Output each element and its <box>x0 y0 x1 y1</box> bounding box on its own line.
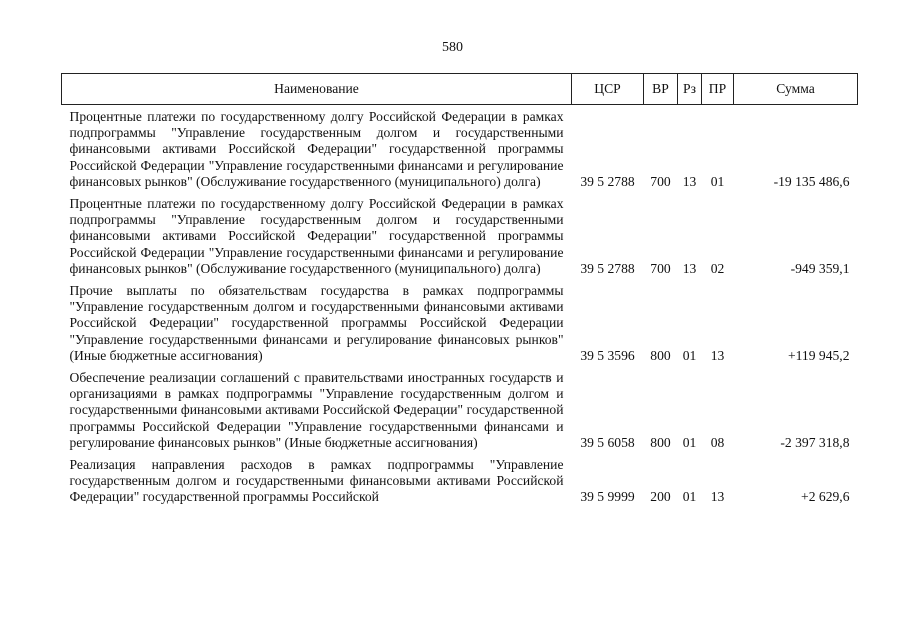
table-row <box>62 192 858 279</box>
row-csr: 39 5 3596 <box>580 347 635 363</box>
row-vr: 800 <box>650 434 671 450</box>
table-row <box>62 453 858 508</box>
header-vr: ВР <box>644 74 678 105</box>
row-vr: 700 <box>650 260 671 276</box>
row-pr: 13 <box>710 489 725 505</box>
row-csr: 39 5 9999 <box>580 489 635 505</box>
row-name: Процентные платежи по государственному долгу Российской Федерации в рамках подпрограммы "Управление государственным долгом и государственными финансовыми активами Российской Федерации" государственной программы Российской Федерации "Управление государственными финансами и регулирование финансовых рынков" (Обслуживание государственного (муниципального) долга) <box>69 109 564 189</box>
row-csr: 39 5 2788 <box>580 173 635 189</box>
row-vr: 200 <box>650 489 671 505</box>
row-sum: -949 359,1 <box>790 260 850 276</box>
row-name: Реализация направления расходов в рамках подпрограммы "Управление государственным долгом и государственными финансовыми активами Российской Федерации" государственной программы Российской <box>69 457 564 505</box>
row-name: Процентные платежи по государственному долгу Российской Федерации в рамках подпрограммы "Управление государственным долгом и государственными финансовыми активами Российской Федерации" государственной программы Российской Федерации "Управление государственными финансами и регулирование финансовых рынков" (Обслуживание государственного (муниципального) долга) <box>69 196 564 276</box>
row-rz: 13 <box>682 260 697 276</box>
page-number: 580 <box>442 40 463 55</box>
row-pr: 02 <box>710 260 725 276</box>
header-pr: ПР <box>702 74 734 105</box>
row-pr: 01 <box>710 173 725 189</box>
row-sum: +119 945,2 <box>787 347 850 363</box>
row-pr: 08 <box>710 434 725 450</box>
budget-table <box>61 73 858 508</box>
header-name: Наименование <box>62 74 572 105</box>
row-vr: 700 <box>650 173 671 189</box>
header-csr: ЦСР <box>572 74 644 105</box>
row-rz: 01 <box>682 434 697 450</box>
table-row <box>62 366 858 453</box>
table-header-row <box>62 74 858 105</box>
row-name: Обеспечение реализации соглашений с правительствами иностранных государств и организациями в рамках подпрограммы "Управление государственным долгом и государственными финансовыми активами Российской Федерации" государственной программы Российской Федерации "Управление государственными финансами и регулирование финансовых рынков" (Иные бюджетные ассигнования) <box>69 370 564 450</box>
row-vr: 800 <box>650 347 671 363</box>
table-row <box>62 105 858 193</box>
header-sum: Сумма <box>734 74 858 105</box>
row-csr: 39 5 2788 <box>580 260 635 276</box>
row-sum: -19 135 486,6 <box>773 173 850 189</box>
row-name: Прочие выплаты по обязательствам государства в рамках подпрограммы "Управление государственным долгом и государственными финансовыми активами Российской Федерации" государственной программы Российской Федерации "Управление государственными финансами и регулирование финансовых рынков" (Иные бюджетные ассигнования) <box>69 283 564 363</box>
row-rz: 01 <box>682 347 697 363</box>
row-sum: +2 629,6 <box>801 489 850 505</box>
table-row <box>62 279 858 366</box>
row-sum: -2 397 318,8 <box>780 434 850 450</box>
row-rz: 01 <box>682 489 697 505</box>
header-rz: Рз <box>678 74 702 105</box>
row-rz: 13 <box>682 173 697 189</box>
row-pr: 13 <box>710 347 725 363</box>
row-csr: 39 5 6058 <box>580 434 635 450</box>
